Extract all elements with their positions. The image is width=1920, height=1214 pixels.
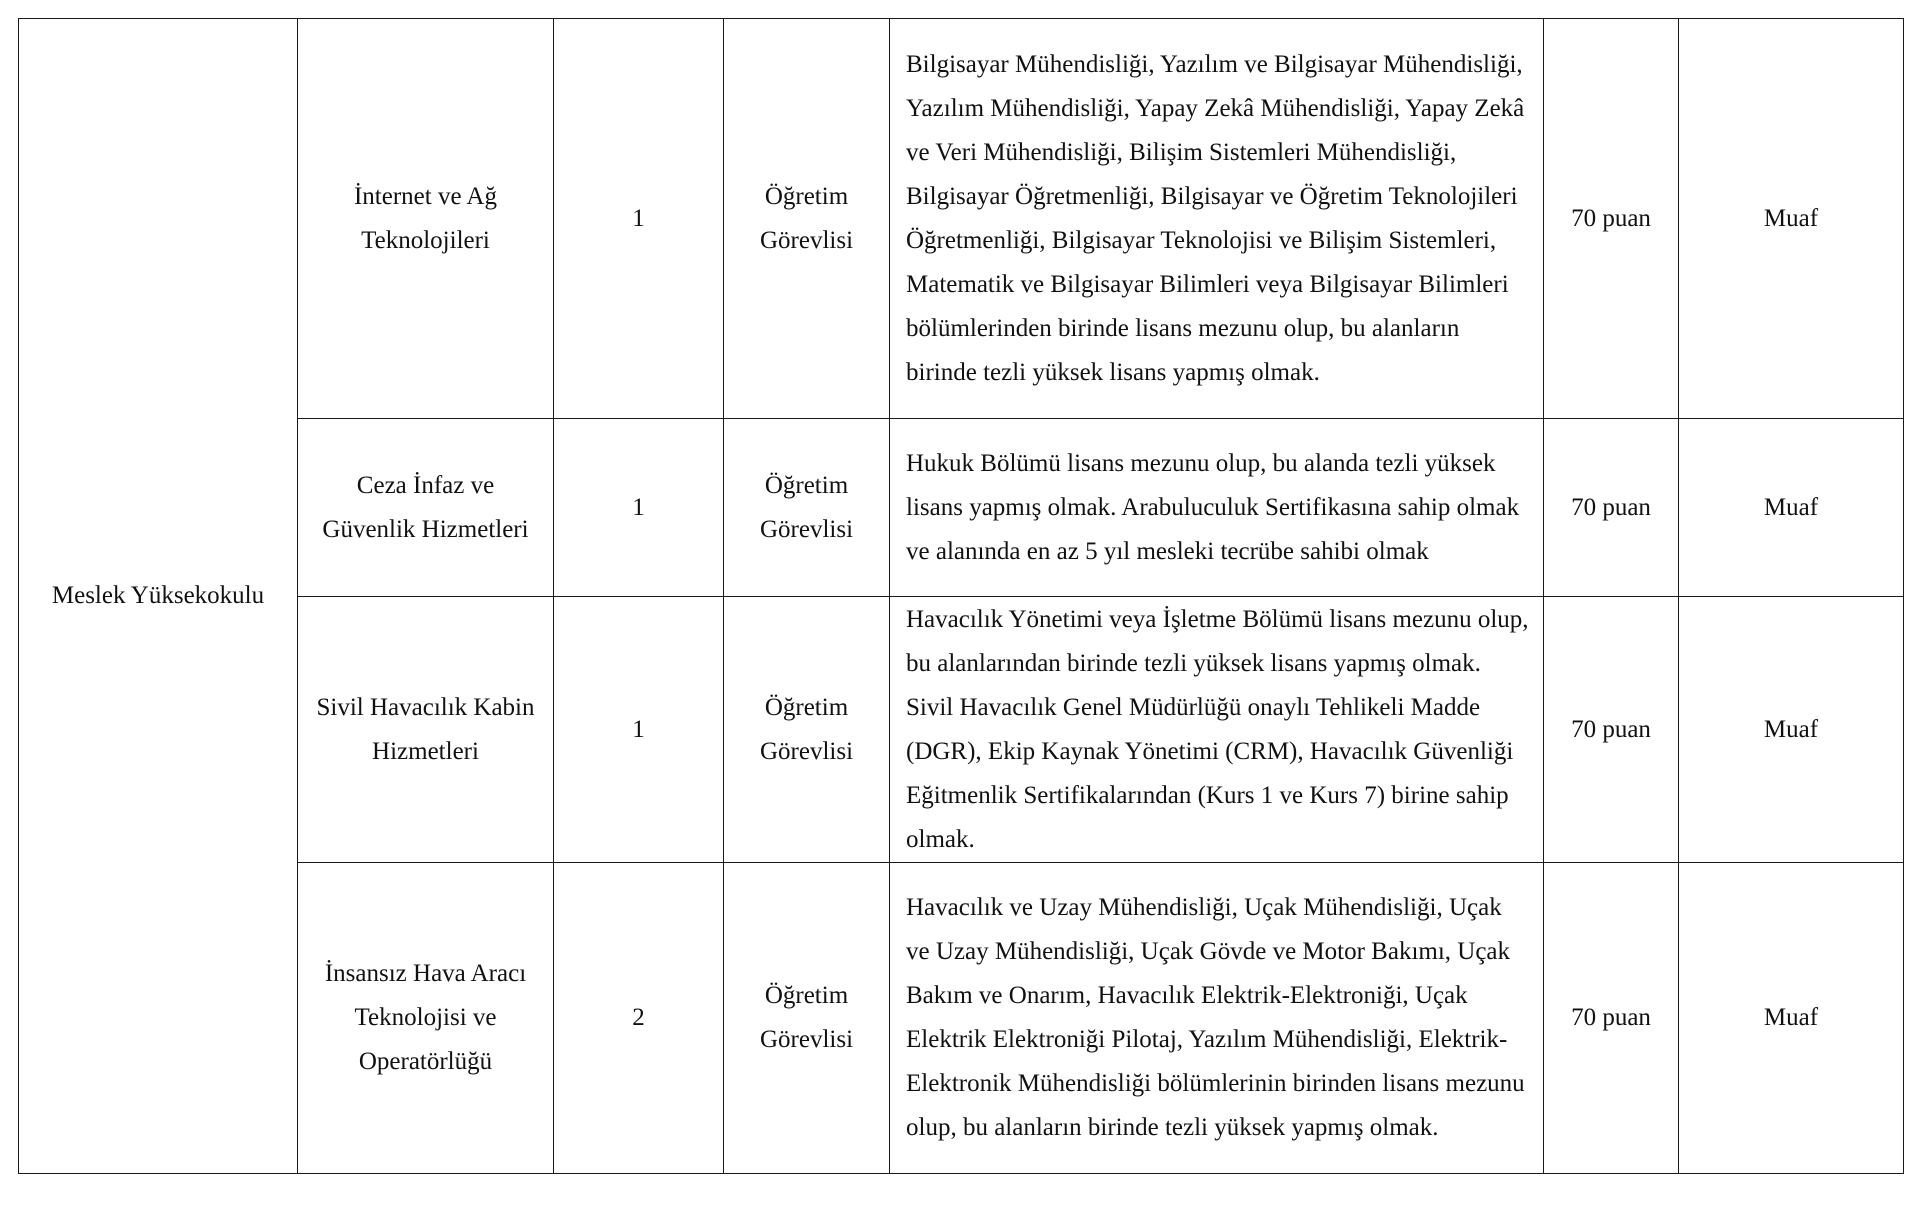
table-row [19, 863, 1904, 1174]
requirements-cell: Bilgisayar Mühendisliği, Yazılım ve Bilgisayar Mühendisliği, Yazılım Mühendisliği, Yapay Zekâ Mühendisliği, Yapay Zekâ ve Veri Mühendisliği, Bilişim Sistemleri Mühendisliği, Bilgisayar Öğretmenliği, Bilgisayar ve Öğretim Teknolojileri Öğretmenliği, Bilgisayar Teknolojisi ve Bilişim Sistemleri, Matematik ve Bilgisayar Bilimleri veya Bilgisayar Bilimleri bölümlerinden birinde lisans mezunu olup, bu alanların birinde tezli yüksek lisans yapmış olmak. [890, 19, 1544, 419]
requirements-cell: Havacılık Yönetimi veya İşletme Bölümü lisans mezunu olup, bu alanlarından birinde tezli yüksek lisans yapmış olmak. Sivil Havacılık Genel Müdürlüğü onaylı Tehlikeli Madde (DGR), Ekip Kaynak Yönetimi (CRM), Havacılık Güvenliği Eğitmenlik Sertifikalarından (Kurs 1 ve Kurs 7) birine sahip olmak. [890, 597, 1544, 863]
title-cell: Öğretim Görevlisi [724, 419, 890, 597]
program-cell: Ceza İnfaz ve Güvenlik Hizmetleri [298, 419, 554, 597]
positions-table [18, 18, 1904, 1174]
program-cell: İnsansız Hava Aracı Teknolojisi ve Operatörlüğü [298, 863, 554, 1174]
ales-cell: 70 puan [1544, 419, 1679, 597]
count-cell: 1 [554, 419, 724, 597]
table-row [19, 419, 1904, 597]
language-cell: Muaf [1679, 863, 1904, 1174]
program-cell: İnternet ve Ağ Teknolojileri [298, 19, 554, 419]
requirements-cell: Hukuk Bölümü lisans mezunu olup, bu alanda tezli yüksek lisans yapmış olmak. Arabuluculuk Sertifikasına sahip olmak ve alanında en az 5 yıl mesleki tecrübe sahibi olmak [890, 419, 1544, 597]
requirements-cell: Havacılık ve Uzay Mühendisliği, Uçak Mühendisliği, Uçak ve Uzay Mühendisliği, Uçak Gövde ve Motor Bakımı, Uçak Bakım ve Onarım, Havacılık Elektrik-Elektroniği, Uçak Elektrik Elektroniği Pilotaj, Yazılım Mühendisliği, Elektrik-Elektronik Mühendisliği bölümlerinin birinden lisans mezunu olup, bu alanların birinde tezli yüksek yapmış olmak. [890, 863, 1544, 1174]
language-cell: Muaf [1679, 597, 1904, 863]
ales-cell: 70 puan [1544, 863, 1679, 1174]
count-cell: 1 [554, 19, 724, 419]
ales-cell: 70 puan [1544, 597, 1679, 863]
program-cell: Sivil Havacılık Kabin Hizmetleri [298, 597, 554, 863]
unit-cell: Meslek Yüksekokulu [19, 19, 298, 1174]
table-row [19, 19, 1904, 419]
title-cell: Öğretim Görevlisi [724, 19, 890, 419]
title-cell: Öğretim Görevlisi [724, 597, 890, 863]
language-cell: Muaf [1679, 419, 1904, 597]
ales-cell: 70 puan [1544, 19, 1679, 419]
language-cell: Muaf [1679, 19, 1904, 419]
table-row [19, 597, 1904, 863]
count-cell: 2 [554, 863, 724, 1174]
title-cell: Öğretim Görevlisi [724, 863, 890, 1174]
count-cell: 1 [554, 597, 724, 863]
